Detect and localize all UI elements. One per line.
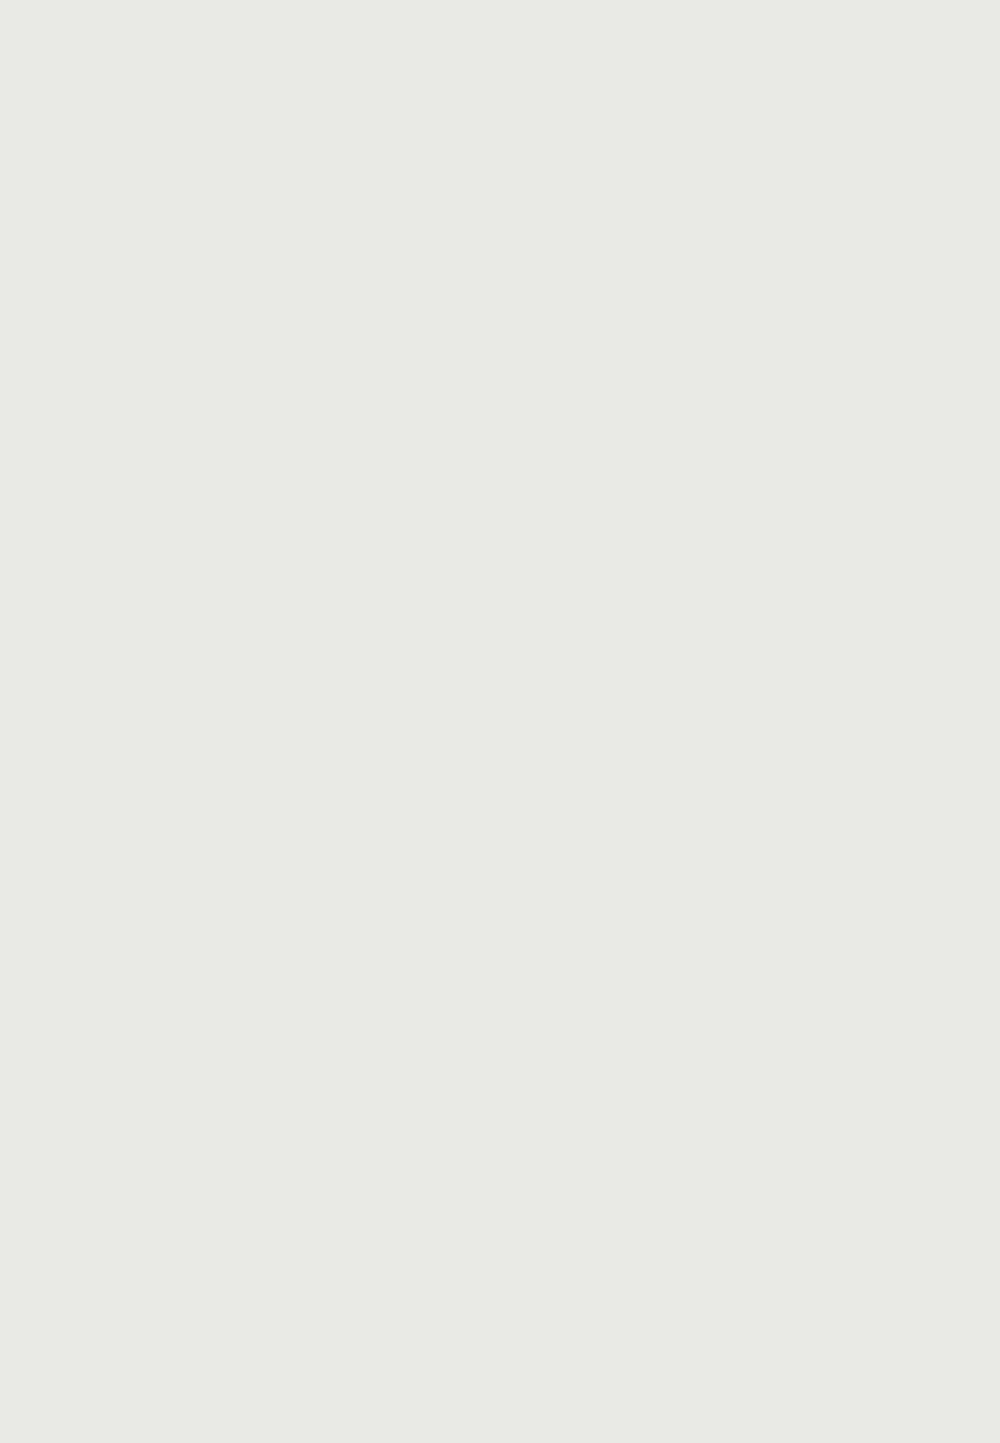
answer-16-2-row [0, 268, 1000, 308]
answer-13-line1 [0, 57, 1000, 97]
answer-13-line2 [0, 95, 1000, 135]
answer-13-line3 [0, 133, 1000, 173]
section-16-title [0, 207, 1000, 247]
